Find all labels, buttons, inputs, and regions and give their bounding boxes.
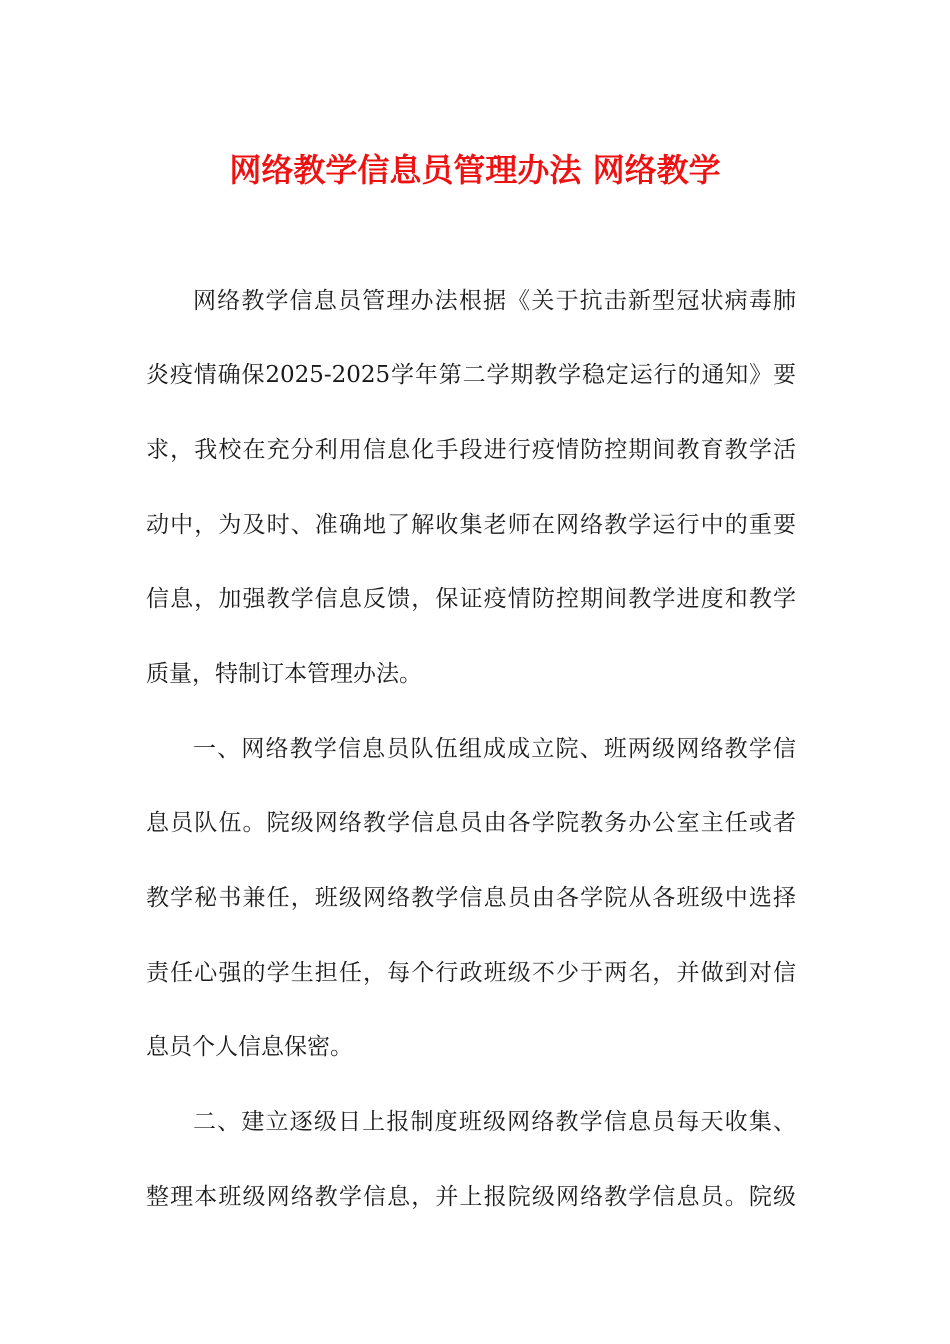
- document-title: 网络教学信息员管理办法 网络教学: [229, 151, 721, 189]
- paragraph-2-line-5: 息员个人信息保密。: [146, 1034, 353, 1060]
- paragraph-2-line-1: 一、网络教学信息员队伍组成成立院、班两级网络教学信: [193, 736, 796, 762]
- paragraph-1-line-3: 求，我校在充分利用信息化手段进行疫情防控期间教育教学活: [146, 437, 796, 463]
- paragraph-2-line-4: 责任心强的学生担任，每个行政班级不少于两名，并做到对信: [146, 960, 796, 986]
- paragraph-2-line-2: 息员队伍。院级网络教学信息员由各学院教务办公室主任或者: [146, 810, 796, 836]
- paragraph-1-line-6: 质量，特制订本管理办法。: [146, 661, 422, 687]
- paragraph-1-line-5: 信息，加强教学信息反馈，保证疫情防控期间教学进度和教学: [146, 586, 796, 612]
- paragraph-1-line-2: 炎疫情确保2025-2025学年第二学期教学稳定运行的通知》要: [146, 362, 796, 388]
- paragraph-1-line-1: 网络教学信息员管理办法根据《关于抗击新型冠状病毒肺: [193, 288, 796, 314]
- paragraph-2-line-3: 教学秘书兼任，班级网络教学信息员由各学院从各班级中选择: [146, 885, 796, 911]
- paragraph-1-line-4: 动中，为及时、准确地了解收集老师在网络教学运行中的重要: [146, 512, 796, 538]
- paragraph-3-line-2: 整理本班级网络教学信息，并上报院级网络教学信息员。院级: [146, 1184, 796, 1210]
- paragraph-3-line-1: 二、建立逐级日上报制度班级网络教学信息员每天收集、: [193, 1109, 796, 1135]
